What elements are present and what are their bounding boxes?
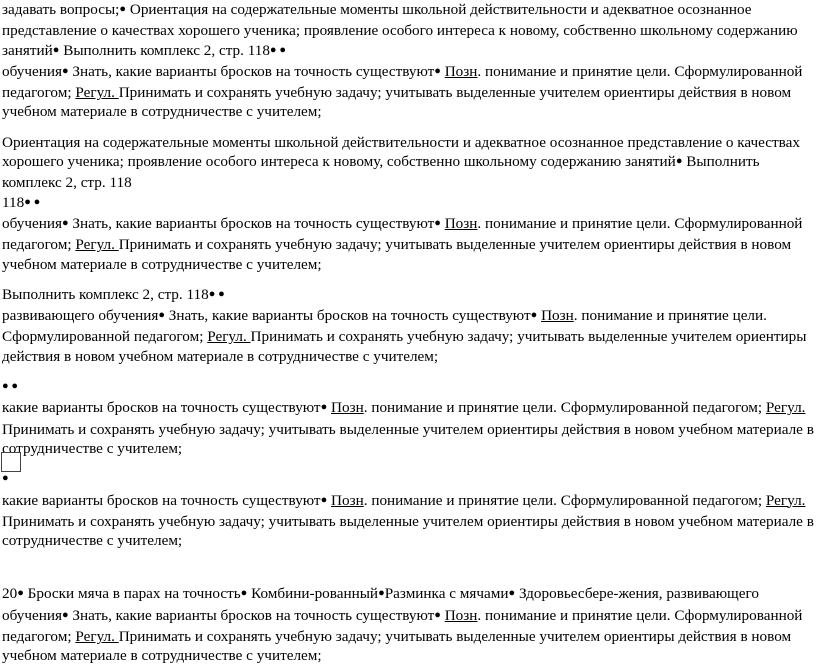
- page-number: 118: [2, 193, 25, 211]
- text: обучения: [2, 214, 62, 232]
- regul-label: Регул.: [765, 399, 806, 417]
- text: . понимание и принятие цели. Сформулированной педагогом;: [2, 307, 767, 346]
- text-block-6: [2, 584, 814, 665]
- text: Выполнить комплекс 2, стр. 118: [2, 285, 209, 303]
- bullet-icon: ● ●: [2, 380, 19, 393]
- text-block-4: [2, 377, 814, 458]
- text: . понимание и принятие цели. Сформулированной педагогом;: [2, 606, 803, 646]
- text: Знать, какие варианты бросков на точность существуют: [68, 62, 435, 80]
- regul-label: Регул.: [75, 84, 119, 102]
- text: Ориентация на содержательные моменты школьной действительности и адекватное осознанное представление о качествах хорошего ученика; проявление особого интереса к новому, собственно школьному содержанию занятий: [2, 1, 798, 59]
- text-block-1: [2, 0, 814, 122]
- text: Здоровьесбере-жения, развивающего обучения: [2, 585, 759, 624]
- bullet-icon: ●: [61, 608, 69, 621]
- bullet-icon: ●: [320, 493, 328, 506]
- pozn-label: Позн: [541, 307, 574, 325]
- pozn-label: Позн: [444, 62, 478, 80]
- text: Принимать и сохранять учебную задачу; учитывать выделенные учителем ориентиры действия в новом учебном материале в сотрудничестве с учителем;: [2, 328, 807, 365]
- row-number: 20: [2, 585, 18, 603]
- text: Броски мяча в парах на точность: [23, 585, 241, 603]
- text: Знать, какие варианты бросков на точность существуют: [68, 214, 435, 232]
- bullet-icon: ●: [52, 43, 60, 56]
- bullet-icon: ●: [675, 155, 683, 168]
- bullet-icon: ●: [61, 216, 69, 229]
- text-block-5: [2, 469, 814, 550]
- bullet-icon: ●: [530, 309, 538, 322]
- bullet-icon: ●: [119, 3, 127, 15]
- text: Выполнить комплекс 2, стр. 118: [59, 41, 270, 59]
- bullet-icon: ●: [320, 401, 328, 414]
- text: развивающего обучения: [2, 307, 159, 325]
- pozn-label: Позн: [444, 606, 478, 624]
- bullet-icon: ● ●: [208, 287, 225, 300]
- text: Выполнить комплекс 2, стр. 118: [2, 153, 760, 192]
- text: Принимать и сохранять учебную задачу; учитывать выделенные учителем ориентиры действия в новом учебном материале в сотрудничестве с учителем;: [2, 236, 792, 273]
- text-block-2: [2, 133, 814, 274]
- text-block-3: [2, 285, 814, 366]
- text: какие варианты бросков на точность существуют: [2, 491, 321, 509]
- bullet-icon: ●: [434, 64, 441, 77]
- text: . понимание и принятие цели. Сформулированной педагогом;: [363, 491, 766, 509]
- document-page: [2, 0, 814, 666]
- text: Знать, какие варианты бросков на точность существуют: [68, 606, 435, 624]
- bullet-icon: ●: [378, 587, 385, 600]
- regul-label: Регул.: [75, 236, 119, 254]
- bullet-icon: ●: [61, 64, 69, 77]
- bullet-icon: ●: [434, 216, 441, 229]
- text: . понимание и принятие цели. Сформулированной педагогом;: [2, 62, 803, 102]
- text: . понимание и принятие цели. Сформулированной педагогом;: [2, 214, 803, 254]
- bullet-icon: ●: [240, 587, 248, 600]
- table-cell-outline: [1, 452, 21, 472]
- text: Знать, какие варианты бросков на точность существуют: [164, 307, 531, 325]
- bullet-icon: ● ●: [269, 43, 286, 56]
- pozn-label: Позн: [444, 214, 478, 232]
- bullet-icon: ● ●: [24, 195, 41, 208]
- regul-label: Регул.: [75, 628, 119, 646]
- bullet-icon: ●: [434, 608, 441, 621]
- text: Принимать и сохранять учебную задачу; учитывать выделенные учителем ориентиры действия в новом учебном материале в сотрудничестве с учителем;: [2, 84, 792, 121]
- regul-label: Регул.: [765, 491, 806, 509]
- bullet-icon: ●: [508, 587, 516, 600]
- pozn-label: Позн: [331, 491, 364, 509]
- text: Разминка с мячами: [384, 585, 509, 603]
- text: Принимать и сохранять учебную задачу; учитывать выделенные учителем ориентиры действия в новом учебном материале в сотрудничестве с учителем;: [2, 512, 814, 550]
- bullet-icon: ●: [2, 472, 9, 485]
- text: Ориентация на содержательные моменты школьной действительности и адекватное осознанное представление о качествах хорошего ученика; проявление особого интереса к новому, собственно школьному содержанию занятий: [2, 133, 800, 171]
- pozn-label: Позн: [331, 399, 364, 417]
- bullet-icon: ●: [17, 587, 24, 600]
- text: обучения: [2, 62, 62, 80]
- bullet-icon: ●: [158, 309, 165, 322]
- text: Принимать и сохранять учебную задачу; учитывать выделенные учителем ориентиры действия в новом учебном материале в сотрудничестве с учителем;: [2, 628, 792, 665]
- regul-label: Регул.: [207, 328, 251, 346]
- text: Принимать и сохранять учебную задачу; учитывать выделенные учителем ориентиры действия в новом учебном материале в сотрудничестве с учителем;: [2, 420, 814, 457]
- text: задавать вопросы;: [2, 1, 120, 18]
- text: какие варианты бросков на точность существуют: [2, 399, 321, 417]
- text: . понимание и принятие цели. Сформулированной педагогом;: [363, 399, 766, 417]
- text: Комбини-рованный: [247, 585, 379, 603]
